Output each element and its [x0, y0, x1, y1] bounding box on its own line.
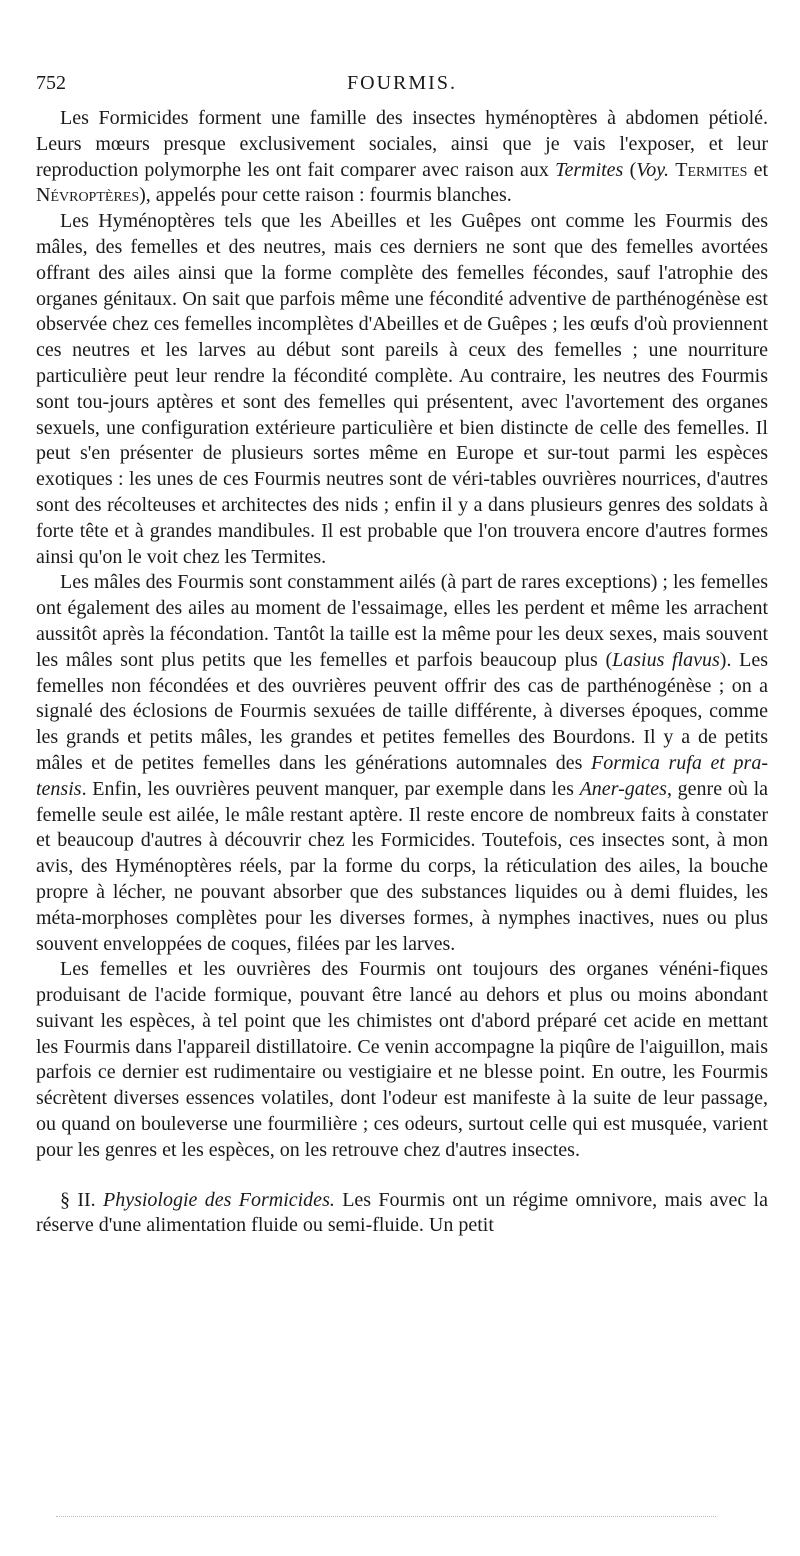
paragraph-hymenopteres	[36, 209, 768, 570]
cross-reference: Termites	[675, 158, 748, 181]
paragraph-males	[36, 570, 768, 957]
text-run: et	[747, 158, 769, 181]
cross-reference: Névroptères	[36, 184, 140, 207]
section-physiologie	[36, 1188, 768, 1240]
italic-term: Voy.	[636, 158, 670, 181]
text-run: Les mâles des Fourmis sont constamment ailés (à part de rares exceptions) ; les femelles ont également des ailes au moment de l'essaimage, elles les perdent et même les arrachent aussitôt après la fécondation. Tantôt la taille est la même pour les deux sexes, mais souvent les mâles sont plus petits que les femelles et parfois beaucoup plus (	[36, 571, 768, 671]
section-number: § II.	[60, 1188, 103, 1211]
page-body	[36, 72, 768, 1239]
italic-term: Termites	[555, 158, 624, 181]
page-header	[36, 72, 768, 106]
italic-term: Lasius flavus	[612, 648, 720, 671]
text-run: ). Les femelles non fécondées et des ouvrières peuvent offrir des cas de parthénogénèse ; on a signalé des éclosions de Fourmis sexuées de taille différente, à diverses époques, comme les grands et petits mâles, les grandes et petites femelles des Bourdons. Il y a de petits mâles et de petites femelles dans les générations automnales des	[36, 648, 768, 774]
italic-term: Formica rufa et pra-tensis	[36, 751, 768, 800]
text-run: Les femelles et les ouvrières des Fourmis ont toujours des organes vénéni-fiques produisant de l'acide formique, pouvant être lancé au dehors et plus ou moins abondant suivant les espèces, à tel point que les chimistes ont d'abord préparé cet acide en mettant les Fourmis dans l'appareil distillatoire. Ce venin accompagne la piqûre de l'aiguillon, mais parfois ce dernier est rudimentaire ou vestigiaire et ne blesse point. En outre, les Fourmis sécrètent diverses essences volatiles, dont l'odeur est manifeste à la suite de leur passage, ou quand on bouleverse une fourmilière ; ces odeurs, surtout celle qui est musquée, varient pour les genres et les espèces, on les retrouve chez d'autres insectes.	[36, 958, 768, 1161]
italic-term: Aner-gates	[579, 777, 667, 800]
paragraph-intro	[36, 106, 768, 209]
text-run: Les Hyménoptères tels que les Abeilles et les Guêpes ont comme les Fourmis des mâles, des femelles et des neutres, mais ces derniers ne sont que des femelles avortées offrant des ailes ainsi que la forme complète des femelles fécondes, sauf l'atrophie des organes génitaux. On sait que parfois même une fécondité adventive de parthénogénèse est observée chez ces femelles incomplètes d'Abeilles et de Guêpes ; les œufs d'où proviennent ces neutres et les larves au début sont pareils à ceux des femelles ; une nourriture particulière peut leur rendre la fécondité complète. Au contraire, les neutres des Fourmis sont tou-jours aptères et sont des femelles qui présentent, avec l'avortement des organes sexuels, une configuration extérieure particulière et bien distincte de celle des femelles. Il peut s'en présenter de plusieurs sortes même en Europe et sur-tout parmi les espèces exotiques : les unes de ces Fourmis neutres sont de véri-tables ouvrières nourrices, d'autres sont des récolteuses et architectes des nids ; enfin il y a dans plusieurs genres des soldats à forte tête et à grandes mandibules. Il est probable que l'on trouvera encore d'autres formes ainsi qu'on le voit chez les Termites.	[36, 210, 768, 568]
text-run: Les Formicides forment une famille des insectes hyménoptères à abdomen pétiolé. Leurs mœurs presque exclusivement sociales, ainsi que je vais l'exposer, et leur reproduction polymorphe les ont fait comparer avec raison aux	[36, 107, 768, 181]
text-run: (	[623, 158, 637, 181]
text-run: , genre où la femelle seule est ailée, le mâle restant aptère. Il reste encore de nombreux faits à constater et beaucoup d'autres à découvrir chez les Formicides. Toutefois, ces insectes sont, à mon avis, des Hyménoptères réels, par la forme du corps, la réticulation des ailes, la bouche propre à lécher, ne pouvant absorber que des substances liquides ou à demi fluides, les méta-morphoses complètes pour les diverses formes, à nymphes inactives, nues ou plus souvent enveloppées de coques, filées par les larves.	[36, 777, 768, 955]
paragraph-venin	[36, 957, 768, 1163]
text-run: Les Fourmis ont un régime omnivore, mais avec la réserve d'une alimentation fluide ou semi-fluide. Un petit	[36, 1188, 768, 1237]
section-title: Physiologie des Formicides.	[103, 1188, 335, 1211]
page-number: 752	[36, 72, 66, 94]
text-run: . Enfin, les ouvrières peuvent manquer, par exemple dans les	[81, 777, 580, 800]
footer-rule	[56, 1516, 716, 1517]
running-title: FOURMIS.	[347, 72, 457, 94]
text-run: ), appelés pour cette raison : fourmis blanches.	[139, 184, 512, 207]
